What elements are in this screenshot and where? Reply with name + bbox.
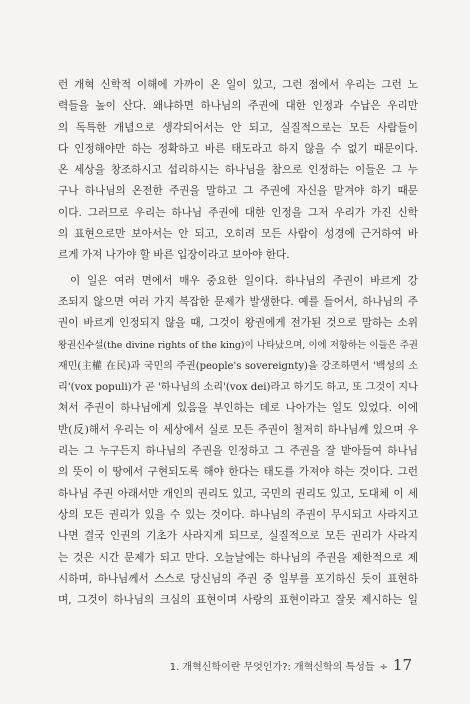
text-line: 왕권신수설(the divine rights of the king)이 나타났으며, 이에 저항하는 이들은 주권 xyxy=(58,339,418,351)
text-line: 나면 결국 인권의 기초가 사라지게 되므로, 실질적으로 모든 권리가 사라지 xyxy=(58,530,418,543)
text-line: 의 독특한 개념으로 생각되어서는 안 되고, 실질적으로는 모든 사람들이 xyxy=(58,121,418,134)
text-line: 쳐서 주권이 하나님에게 있음을 부인하는 데로 나아가는 일도 있었다. 이에 xyxy=(58,402,418,415)
text-line: 의 뜻이 이 땅에서 구현되도록 해야 한다는 태도를 가져야 하는 것이다. 그런 xyxy=(58,466,418,479)
text-line: 하나님 주권 아래서만 개인의 권리도 있고, 국민의 권리도 있고, 도대체 이 세 xyxy=(58,487,418,500)
paragraph-1 xyxy=(58,75,418,267)
footer-separator: ÷ xyxy=(379,662,388,673)
paragraph-2 xyxy=(58,271,418,612)
text-line: 리는 그 누구든지 하나님의 주권을 인정하고 그 주권을 잘 받아들여 하나님 xyxy=(58,445,418,458)
text-line: 권이 바르게 인정되지 않을 때, 그것이 왕권에게 전가된 것으로 말하는 소위 xyxy=(58,317,418,330)
text-line: 이다. 그러므로 우리는 하나님 주권에 대한 인정을 그저 우리가 가진 신학 xyxy=(58,206,418,219)
body-text xyxy=(58,75,418,611)
text-line: 구나 하나님의 온전한 주권을 말하고 그 주권에 자신을 맡겨야 하기 때문 xyxy=(58,185,418,198)
text-line: 런 개혁 신학적 이해에 가까이 온 일이 있고, 그런 점에서 우리는 그런 노 xyxy=(58,79,418,91)
text-line: 며, 그것이 하나님의 크심의 표현이며 사랑의 표현이라고 잘못 제시하는 일 xyxy=(58,594,418,607)
text-line: 다 인정해야만 하는 정확하고 바른 태도라고 하지 않을 수 없기 때문이다. xyxy=(58,142,418,155)
text-line: 의 표현으로만 보아서는 안 되고, 오히려 모든 사람이 성경에 근거하여 바 xyxy=(58,228,418,241)
text-line: 조되지 않으면 여러 가지 복잡한 문제가 발생한다. 예를 들어서, 하나님의 주 xyxy=(58,295,418,308)
text-line: 상의 모든 권리가 있을 수 있는 것이다. 하나님의 주권이 무시되고 사라지고 xyxy=(58,508,418,521)
text-line: 력들을 높이 산다. 왜냐하면 하나님의 주권에 대한 인정과 수납은 우리만 xyxy=(58,100,418,113)
text-line: 재민(主權 在民)과 국민의 주권(people's sovereignty)을 강조하면서 '백성의 소 xyxy=(58,360,418,372)
running-footer xyxy=(170,656,412,674)
page-number: 17 xyxy=(392,656,412,674)
text-line: 르게 가져 나가야 할 바른 입장이라고 보아야 한다. xyxy=(58,249,290,262)
text-line: 는 것은 시간 문제가 되고 만다. 오늘날에는 하나님의 주권을 제한적으로 제 xyxy=(58,551,418,564)
text-line: 시하며, 하나님께서 스스로 당신님의 주권 중 일부를 포기하신 듯이 표현하 xyxy=(58,572,418,585)
text-line: 반(反)해서 우리는 이 세상에서 실로 모든 주권이 철저히 하나님께 있으며 우 xyxy=(58,423,418,436)
chapter-title: 1. 개혁신학이란 무엇인가?: 개혁신학의 특성들 xyxy=(169,662,375,673)
text-line: 리'(vox populi)가 곧 '하나님의 소리'(vox dei)라고 하기도 하고, 또 그것이 지나 xyxy=(58,382,418,394)
text-line: 이 일은 여러 면에서 매우 중요한 일이다. 하나님의 주권이 바르게 강 xyxy=(70,274,418,287)
text-line: 온 세상을 창조하시고 섭리하시는 하나님을 참으로 인정하는 이들은 그 누 xyxy=(58,164,418,177)
